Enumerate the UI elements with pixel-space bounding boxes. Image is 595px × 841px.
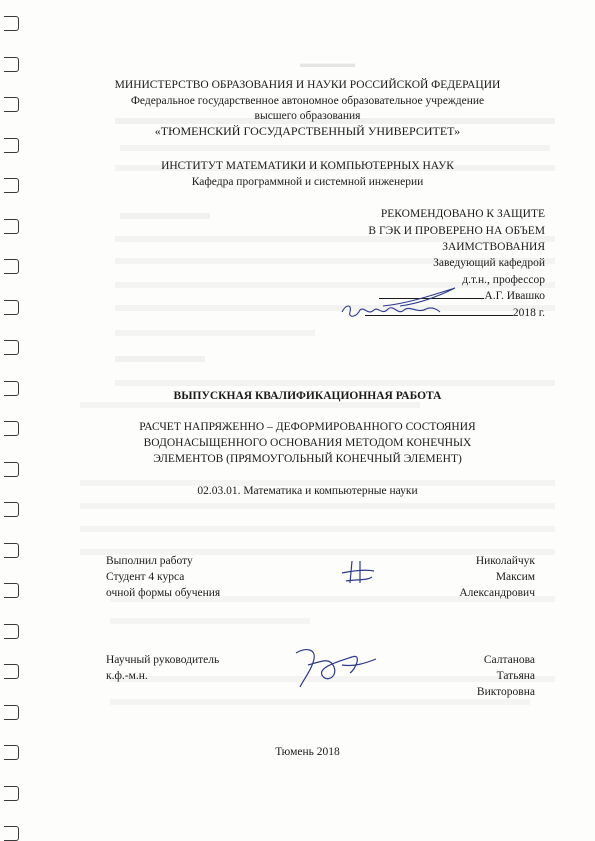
binding-ring: [4, 421, 19, 436]
binding-ring: [4, 219, 19, 234]
student-patronymic: Александрович: [459, 587, 535, 599]
binding-ring: [4, 259, 19, 274]
supervisor-label-1: Научный руководитель: [106, 654, 220, 666]
student-label-2: Студент 4 курса: [106, 571, 185, 583]
document-page: ▬▬▬▬▬ МИНИСТЕРСТВО ОБРАЗОВАНИЯ И НАУКИ РОССИЙСКОЙ ФЕДЕРАЦИИ Федеральное государственное автономное образовательное учреждение высшего образования «ТЮМЕНСКИЙ ГОСУДАРСТВЕННЫЙ УНИВЕРСИТЕТ» ИНСТИТУТ МАТЕМАТИКИ И КОМПЬЮТЕРНЫХ НАУК Кафедра программной и системной инженерии РЕКОМЕНДОВАНО К ЗАЩИТЕ В ГЭК И ПРОВЕРЕНО НА ОБЪЕМ ЗАИМСТВОВАНИЯ Заведующий кафедрой д.т.н., профессор А.Г. Ивашко 2018 г. ВЫПУСКНАЯ КВАЛИФИКАЦИОННАЯ РАБОТА РАСЧЕТ НАПРЯЖЕННО – ДЕФОРМИРОВАННОГО СОСТОЯНИЯ ВОДОНАСЫЩЕННОГО ОСНОВАНИЯ МЕТОДОМ КОНЕЧНЫХ ЭЛЕМЕНТОВ (ПРЯМОУГОЛЬНЫЙ КОНЕЧНЫЙ ЭЛЕМЕНТ) 02.03.01. Математика и компьютерные науки Выполнил работу Студент 4 курса очной формы обучения Николайчук Максим Александрович Научный руководитель к.ф.-м.н. Салтанова Татьяна Викторовна Тюмень 2018: [0, 0, 595, 841]
supervisor-label-2: к.ф.-м.н.: [106, 670, 148, 682]
binding-ring: [4, 138, 19, 153]
student-signature: [338, 557, 378, 589]
supervisor-surname: Салтанова: [483, 654, 535, 666]
binding-ring: [4, 583, 19, 598]
binding-ring: [4, 624, 19, 639]
city-year: Тюмень 2018: [275, 746, 340, 758]
date-handwriting: [338, 300, 443, 322]
binding-ring: [4, 462, 19, 477]
institute-name: ИНСТИТУТ МАТЕМАТИКИ И КОМПЬЮТЕРНЫХ НАУК: [161, 160, 454, 172]
student-surname: Николайчук: [475, 555, 535, 567]
work-title-line-3: ЭЛЕМЕНТОВ (ПРЯМОУГОЛЬНЫЙ КОНЕЧНЫЙ ЭЛЕМЕНТ): [153, 453, 462, 465]
work-title-line-1: РАСЧЕТ НАПРЯЖЕННО – ДЕФОРМИРОВАННОГО СОСТОЯНИЯ: [139, 421, 476, 433]
spiral-binding: [0, 0, 24, 841]
work-title-line-2: ВОДОНАСЫЩЕННОГО ОСНОВАНИЯ МЕТОДОМ КОНЕЧНЫХ: [143, 437, 472, 449]
binding-ring: [4, 705, 19, 720]
institution-line-1: Федеральное государственное автономное образовательное учреждение: [130, 95, 485, 107]
binding-ring: [4, 826, 19, 841]
binding-ring: [4, 57, 19, 72]
student-label-3: очной формы обучения: [106, 587, 221, 599]
approval-degree: д.т.н., профессор: [462, 274, 545, 286]
student-label-1: Выполнил работу: [106, 555, 193, 567]
binding-ring: [4, 543, 19, 558]
approval-year: 2018 г.: [512, 307, 545, 319]
binding-ring: [4, 300, 19, 315]
department-name: Кафедра программной и системной инженерии: [191, 176, 424, 188]
ministry-name: МИНИСТЕРСТВО ОБРАЗОВАНИЯ И НАУКИ РОССИЙСКОЙ ФЕДЕРАЦИИ: [114, 79, 501, 91]
supervisor-patronymic: Викторовна: [476, 686, 535, 698]
supervisor-first-name: Татьяна: [496, 670, 535, 682]
binding-ring: [4, 502, 19, 517]
binding-ring: [4, 745, 19, 760]
university-name: «ТЮМЕНСКИЙ ГОСУДАРСТВЕННЫЙ УНИВЕРСИТЕТ»: [154, 124, 461, 138]
approval-name: А.Г. Ивашко: [484, 290, 545, 302]
binding-ring: [4, 16, 19, 31]
binding-ring: [4, 381, 19, 396]
approval-line-3: ЗАИМСТВОВАНИЯ: [442, 241, 545, 253]
binding-ring: [4, 178, 19, 193]
binding-ring: [4, 340, 19, 355]
binding-ring: [4, 786, 19, 801]
approval-line-1: РЕКОМЕНДОВАНО К ЗАЩИТЕ: [380, 208, 545, 220]
supervisor-signature: [282, 643, 382, 691]
approval-role: Заведующий кафедрой: [433, 257, 545, 269]
institution-line-2: высшего образования: [254, 110, 361, 122]
student-first-name: Максим: [495, 571, 535, 583]
binding-ring: [4, 97, 19, 112]
approval-line-2: В ГЭК И ПРОВЕРЕНО НА ОБЪЕМ: [368, 225, 545, 237]
binding-ring: [4, 664, 19, 679]
speciality: 02.03.01. Математика и компьютерные науки: [197, 485, 418, 497]
work-type: ВЫПУСКНАЯ КВАЛИФИКАЦИОННАЯ РАБОТА: [173, 390, 442, 402]
